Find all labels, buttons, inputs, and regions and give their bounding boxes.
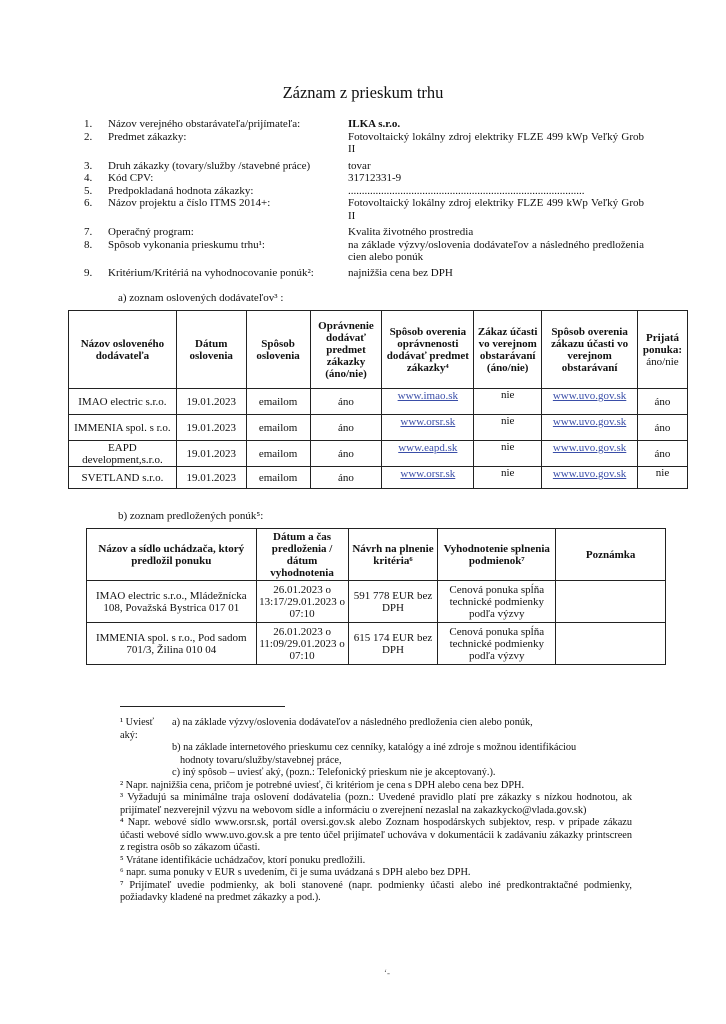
info-item: 4. Kód CPV: 31712331-9 (84, 172, 402, 184)
footnotes (120, 717, 632, 905)
footnote-1c: c) iný spôsob – uviesť aký, (pozn.: Telefonický prieskum nie je akceptovaný.). (172, 767, 496, 778)
info-item: 8. Spôsob vykonania prieskumu trhu¹: na základe výzvy/oslovenia dodávateľov a následného predloženia cien alebo ponúk (84, 238, 644, 263)
col-header: Spôsob overenia oprávnenosti dodávať predmet zákazky⁴ (382, 311, 474, 389)
page-mark: ʻ- (384, 968, 390, 978)
info-item: 9. Kritérium/Kritériá na vyhodnocovanie ponúk²: najnižšia cena bez DPH (84, 266, 453, 279)
table-row: SVETLAND s.r.o. 19.01.2023 emailom áno www.orsr.sk nie www.uvo.gov.sk nie (69, 467, 688, 489)
table-row: IMAO electric s.r.o., Mládežnícka 108, Považská Bystrica 017 01 26.01.2023 o 13:17/29.01.2023 o 07:10 591 778 EUR bez DPH Cenová ponuka spĺňa technické podmienky podľa výzvy (87, 581, 666, 623)
page-title: Záznam z prieskum trhu (282, 83, 444, 102)
offers-table (86, 528, 666, 665)
footnote-6: ⁶ napr. suma ponuky v EUR s uvedením, či je suma uvádzaná s DPH alebo bez DPH. (120, 867, 471, 878)
col-header: Názov osloveného dodávateľa (69, 311, 177, 389)
col-header: Dátum a čas predloženia / dátum vyhodnotenia (256, 529, 348, 581)
verification-link[interactable]: www.uvo.gov.sk (542, 389, 638, 415)
table-row: IMMENIA spol. s r.o. 19.01.2023 emailom áno www.orsr.sk nie www.uvo.gov.sk áno (69, 415, 688, 441)
verification-link[interactable]: www.uvo.gov.sk (542, 415, 638, 441)
table-header-row (87, 529, 666, 581)
col-header: Oprávnenie dodávať predmet zákazky (áno/nie) (310, 311, 382, 389)
footnote-3: ³ Vyžadujú sa minimálne traja oslovení dodávatelia (pozn.: Uvedené pravidlo platí pre zákazky s nízkou hodnotou, ak prijímateľ nezverejnil výzvu na webovom sídle a informáciu o zverejnení nezaslal na zakazkycko@vlada.gov.sk) (120, 792, 632, 816)
footnote-1b-cont: hodnoty tovaru/služby/stavebnej práce, (180, 754, 342, 766)
verification-link[interactable]: www.orsr.sk (382, 467, 474, 489)
verification-link[interactable]: www.orsr.sk (382, 415, 474, 441)
info-item: 2. Predmet zákazky: Fotovoltaický lokálny zdroj elektriky FLZE 499 kWp Veľký Grob II (84, 130, 644, 155)
col-header: Vyhodnotenie splnenia podmienok⁷ (438, 529, 556, 581)
col-header: Spôsob oslovenia (246, 311, 310, 389)
footnote-divider (120, 706, 285, 707)
footnote-4: ⁴ Napr. webové sídlo www.orsr.sk, portál oversi.gov.sk alebo Zoznam hospodárskych subjektov, resp. v prípade zákazu účasti webové sídlo www.uvo.gov.sk a pre tento účel prijímateľ uchováva v dokumentácii k zadávaniu zákazky printscreen z registra osôb so zákazom účasti. (120, 817, 632, 853)
info-item: 1. Názov verejného obstarávateľa/prijímateľa: ILKA s.r.o. (84, 118, 401, 130)
section-a-heading: a) zoznam oslovených dodávateľov³ : (118, 292, 284, 304)
col-header: Zákaz účasti vo verejnom obstarávaní (áno/nie) (474, 311, 542, 389)
table-row: EAPD development,s.r.o. 19.01.2023 emailom áno www.eapd.sk nie www.uvo.gov.sk áno (69, 441, 688, 467)
footnote-7: ⁷ Prijímateľ uvedie podmienky, ak boli stanovené (napr. podmienky účasti alebo iné predkontraktačné podmienky, požiadavky kladené na predmet zákazky a pod.). (120, 879, 632, 903)
footnote-1b: b) na základe internetového prieskumu cez cenníky, katalógy a iné zdroje s možnou identifikáciou (172, 742, 577, 753)
suppliers-table (68, 310, 688, 489)
verification-link[interactable]: www.imao.sk (382, 389, 474, 415)
section-b-heading: b) zoznam predložených ponúk⁵: (118, 510, 264, 522)
col-header: Spôsob overenia zákazu účasti vo verejnom obstarávaní (542, 311, 638, 389)
verification-link[interactable]: www.eapd.sk (382, 441, 474, 467)
table-row: IMAO electric s.r.o. 19.01.2023 emailom áno www.imao.sk nie www.uvo.gov.sk áno (69, 389, 688, 415)
col-header: Prijatá ponuka: áno/nie (638, 311, 688, 389)
info-item: 5. Predpokladaná hodnota zákazky: ...................................................................................... (84, 184, 585, 197)
verification-link[interactable]: www.uvo.gov.sk (542, 467, 638, 489)
footnote-5: ⁵ Vrátane identifikácie uchádzačov, ktorí ponuku predložili. (120, 854, 366, 866)
table-header-row (69, 311, 688, 389)
footnote-1: ¹ Uviesť aký: a) na základe výzvy/oslovenia dodávateľov a následného predloženia cien alebo ponúk, (120, 717, 533, 741)
verification-link[interactable]: www.uvo.gov.sk (542, 441, 638, 467)
col-header: Poznámka (556, 529, 666, 581)
info-item: 3. Druh zákazky (tovary/služby /stavebné práce) tovar (84, 159, 371, 172)
table-row: IMMENIA spol. s r.o., Pod sadom 701/3, Žilina 010 04 26.01.2023 o 11:09/29.01.2023 o 07:10 615 174 EUR bez DPH Cenová ponuka spĺňa technické podmienky podľa výzvy (87, 623, 666, 665)
info-item: 6. Názov projektu a číslo ITMS 2014+: Fotovoltaický lokálny zdroj elektriky FLZE 499 kWp Veľký Grob II (84, 197, 644, 222)
col-header: Názov a sídlo uchádzača, ktorý predložil ponuku (87, 529, 257, 581)
footnote-2: ² Napr. najnižšia cena, pričom je potrebné uviesť, či kritériom je cena s DPH alebo cena bez DPH. (120, 779, 525, 791)
info-list (84, 118, 644, 279)
info-item: 7. Operačný program: Kvalita životného prostredia (84, 226, 474, 238)
col-header: Dátum oslovenia (176, 311, 246, 389)
col-header: Návrh na plnenie kritéria⁶ (348, 529, 438, 581)
